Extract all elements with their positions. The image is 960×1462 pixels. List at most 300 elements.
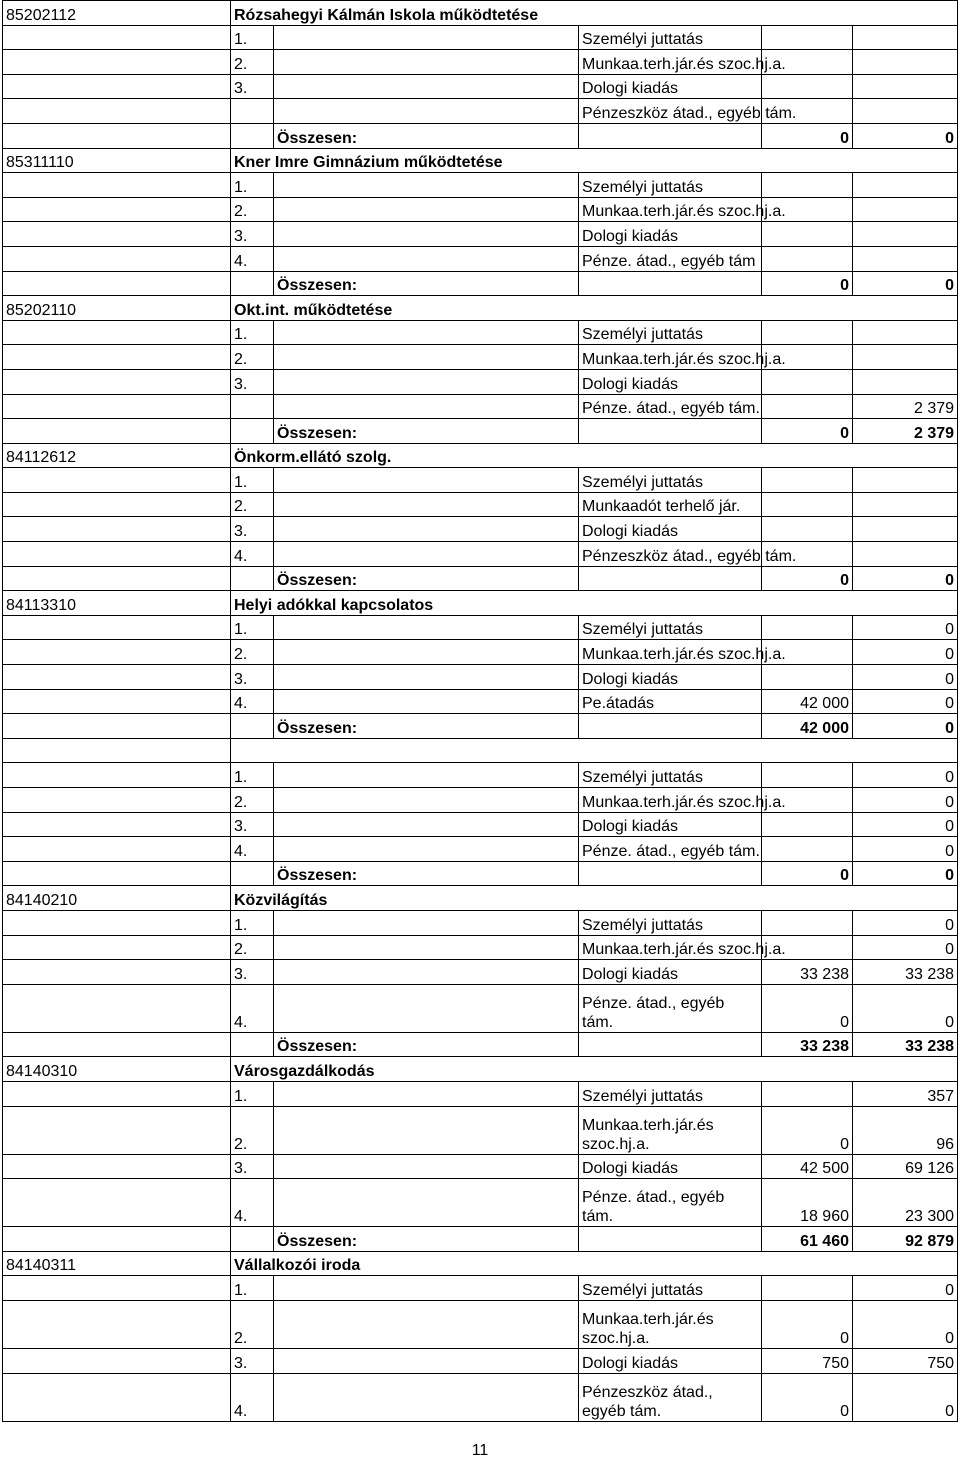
item-value-1 xyxy=(762,517,853,542)
table-row xyxy=(3,689,958,714)
empty-cell xyxy=(231,1032,274,1057)
item-number: 1. xyxy=(231,173,274,198)
total-value-1: 42 000 xyxy=(762,714,853,739)
section-header-row xyxy=(3,148,958,173)
table-row xyxy=(3,320,958,345)
total-label: Összesen: xyxy=(274,566,579,591)
empty-cell xyxy=(3,1348,231,1373)
item-value-2 xyxy=(853,173,958,198)
empty-cell xyxy=(579,419,762,444)
section-header-row xyxy=(3,738,958,763)
item-value-1: 42 500 xyxy=(762,1154,853,1179)
empty-cell xyxy=(3,25,231,50)
item-number: 2. xyxy=(231,935,274,960)
empty-cell xyxy=(274,615,579,640)
item-value-1: 33 238 xyxy=(762,960,853,985)
item-label: Munkaadót terhelő jár. xyxy=(579,492,762,517)
empty-cell xyxy=(3,246,231,271)
item-value-1 xyxy=(762,394,853,419)
item-value-2: 0 xyxy=(853,763,958,788)
empty-cell xyxy=(274,837,579,862)
item-label: Munkaa.terh.jár.és szoc.hj.a. xyxy=(579,345,762,370)
item-value-1 xyxy=(762,837,853,862)
item-label: Munkaa.terh.jár.és szoc.hj.a. xyxy=(579,1300,762,1348)
empty-cell xyxy=(3,542,231,567)
item-label: Munkaa.terh.jár.és szoc.hj.a. xyxy=(579,788,762,813)
item-label: Munkaa.terh.jár.és szoc.hj.a. xyxy=(579,50,762,75)
total-value-1: 0 xyxy=(762,419,853,444)
item-number: 2. xyxy=(231,788,274,813)
item-value-2 xyxy=(853,246,958,271)
table-row xyxy=(3,1179,958,1227)
item-number: 3. xyxy=(231,960,274,985)
total-label: Összesen: xyxy=(274,861,579,886)
section-title: Közvilágítás xyxy=(231,886,958,911)
total-label: Összesen: xyxy=(274,714,579,739)
table-row xyxy=(3,1081,958,1106)
item-value-1 xyxy=(762,665,853,690)
empty-cell xyxy=(231,271,274,296)
section-header-row xyxy=(3,886,958,911)
empty-cell xyxy=(3,99,231,124)
table-row xyxy=(3,1154,958,1179)
empty-cell xyxy=(3,665,231,690)
section-title: Városgazdálkodás xyxy=(231,1057,958,1082)
empty-cell xyxy=(274,935,579,960)
total-label: Összesen: xyxy=(274,1227,579,1252)
section-title: Rózsahegyi Kálmán Iskola működtetése xyxy=(231,1,958,26)
item-number: 3. xyxy=(231,1154,274,1179)
item-label: Dologi kiadás xyxy=(579,960,762,985)
item-label: Személyi juttatás xyxy=(579,763,762,788)
item-value-1: 0 xyxy=(762,1300,853,1348)
total-value-2: 2 379 xyxy=(853,419,958,444)
item-value-1 xyxy=(762,25,853,50)
section-title: Helyi adókkal kapcsolatos xyxy=(231,591,958,616)
section-code: 84140210 xyxy=(3,886,231,911)
empty-cell xyxy=(274,197,579,222)
item-label: Személyi juttatás xyxy=(579,615,762,640)
empty-cell xyxy=(274,345,579,370)
table-row xyxy=(3,640,958,665)
item-value-2 xyxy=(853,369,958,394)
empty-cell xyxy=(3,788,231,813)
section-total-row xyxy=(3,1227,958,1252)
empty-cell xyxy=(274,984,579,1032)
empty-cell xyxy=(3,517,231,542)
item-value-2: 0 xyxy=(853,640,958,665)
total-value-1: 0 xyxy=(762,271,853,296)
budget-table xyxy=(2,0,958,1422)
empty-cell xyxy=(3,935,231,960)
total-value-2: 92 879 xyxy=(853,1227,958,1252)
section-header-row xyxy=(3,1,958,26)
item-value-1: 0 xyxy=(762,1373,853,1421)
section-code: 84112612 xyxy=(3,443,231,468)
item-label: Személyi juttatás xyxy=(579,320,762,345)
item-value-2: 0 xyxy=(853,984,958,1032)
empty-cell xyxy=(231,123,274,148)
item-value-2: 0 xyxy=(853,935,958,960)
empty-cell xyxy=(3,1300,231,1348)
item-number: 3. xyxy=(231,369,274,394)
table-row xyxy=(3,665,958,690)
item-number: 1. xyxy=(231,1081,274,1106)
empty-cell xyxy=(274,50,579,75)
item-label: Dologi kiadás xyxy=(579,74,762,99)
table-row xyxy=(3,246,958,271)
item-label: Pénze. átad., egyéb tám. xyxy=(579,1179,762,1227)
item-number: 2. xyxy=(231,1300,274,1348)
item-label: Személyi juttatás xyxy=(579,1276,762,1301)
table-row xyxy=(3,517,958,542)
item-value-2 xyxy=(853,345,958,370)
item-value-2: 0 xyxy=(853,837,958,862)
item-label: Dologi kiadás xyxy=(579,369,762,394)
item-label: Dologi kiadás xyxy=(579,222,762,247)
item-value-2: 96 xyxy=(853,1106,958,1154)
empty-cell xyxy=(3,566,231,591)
item-value-2 xyxy=(853,542,958,567)
empty-cell xyxy=(3,910,231,935)
empty-cell xyxy=(274,1081,579,1106)
empty-cell xyxy=(274,640,579,665)
item-value-2 xyxy=(853,197,958,222)
item-number xyxy=(231,99,274,124)
empty-cell xyxy=(3,1227,231,1252)
empty-cell xyxy=(579,1227,762,1252)
item-label: Személyi juttatás xyxy=(579,1081,762,1106)
table-row xyxy=(3,1276,958,1301)
empty-cell xyxy=(3,394,231,419)
empty-cell xyxy=(274,1154,579,1179)
item-number: 1. xyxy=(231,25,274,50)
empty-cell xyxy=(274,960,579,985)
item-number: 3. xyxy=(231,1348,274,1373)
total-value-1: 0 xyxy=(762,123,853,148)
item-number: 1. xyxy=(231,1276,274,1301)
empty-cell xyxy=(274,689,579,714)
section-title: Vállalkozói iroda xyxy=(231,1251,958,1276)
empty-cell xyxy=(231,861,274,886)
empty-cell xyxy=(3,615,231,640)
item-label: Pénzeszköz átad., egyéb tám. xyxy=(579,542,762,567)
table-row xyxy=(3,984,958,1032)
empty-cell xyxy=(274,320,579,345)
table-row xyxy=(3,1348,958,1373)
table-row xyxy=(3,394,958,419)
empty-cell xyxy=(3,861,231,886)
item-label: Munkaa.terh.jár.és szoc.hj.a. xyxy=(579,640,762,665)
empty-cell xyxy=(3,714,231,739)
empty-cell xyxy=(274,812,579,837)
item-value-2: 357 xyxy=(853,1081,958,1106)
table-row xyxy=(3,837,958,862)
item-value-2 xyxy=(853,25,958,50)
empty-cell xyxy=(579,271,762,296)
item-number: 2. xyxy=(231,640,274,665)
item-label: Pénze. átad., egyéb tám xyxy=(579,246,762,271)
empty-cell xyxy=(231,1227,274,1252)
empty-cell xyxy=(3,960,231,985)
total-value-2: 33 238 xyxy=(853,1032,958,1057)
item-number: 4. xyxy=(231,246,274,271)
item-label: Pe.átadás xyxy=(579,689,762,714)
item-value-2 xyxy=(853,99,958,124)
item-value-2 xyxy=(853,468,958,493)
table-row xyxy=(3,468,958,493)
table-row xyxy=(3,1300,958,1348)
empty-cell xyxy=(3,1154,231,1179)
empty-cell xyxy=(274,222,579,247)
item-number: 1. xyxy=(231,615,274,640)
item-value-1 xyxy=(762,468,853,493)
item-number: 2. xyxy=(231,1106,274,1154)
item-label: Személyi juttatás xyxy=(579,910,762,935)
empty-cell xyxy=(3,173,231,198)
empty-cell xyxy=(3,345,231,370)
item-label: Dologi kiadás xyxy=(579,1348,762,1373)
item-value-1: 0 xyxy=(762,984,853,1032)
empty-cell xyxy=(3,1081,231,1106)
total-label: Összesen: xyxy=(274,419,579,444)
item-label: Dologi kiadás xyxy=(579,812,762,837)
item-value-1 xyxy=(762,492,853,517)
item-label: Pénze. átad., egyéb tám. xyxy=(579,984,762,1032)
empty-cell xyxy=(274,369,579,394)
item-number: 2. xyxy=(231,197,274,222)
item-value-2: 23 300 xyxy=(853,1179,958,1227)
table-row xyxy=(3,615,958,640)
empty-cell xyxy=(3,123,231,148)
item-number: 3. xyxy=(231,517,274,542)
item-value-1 xyxy=(762,763,853,788)
empty-cell xyxy=(274,492,579,517)
section-total-row xyxy=(3,419,958,444)
item-number: 2. xyxy=(231,345,274,370)
item-label: Pénzeszköz átad., egyéb tám. xyxy=(579,1373,762,1421)
empty-cell xyxy=(274,1348,579,1373)
item-label: Dologi kiadás xyxy=(579,1154,762,1179)
item-value-2: 0 xyxy=(853,615,958,640)
empty-cell xyxy=(274,173,579,198)
item-number: 4. xyxy=(231,542,274,567)
empty-cell xyxy=(3,689,231,714)
item-value-2: 0 xyxy=(853,788,958,813)
empty-cell xyxy=(274,1373,579,1421)
item-number: 3. xyxy=(231,812,274,837)
empty-cell xyxy=(3,74,231,99)
table-row xyxy=(3,788,958,813)
item-label: Pénze. átad., egyéb tám. xyxy=(579,394,762,419)
item-label: Személyi juttatás xyxy=(579,173,762,198)
section-total-row xyxy=(3,566,958,591)
item-value-2 xyxy=(853,492,958,517)
empty-cell xyxy=(274,394,579,419)
empty-cell xyxy=(3,369,231,394)
item-value-2: 0 xyxy=(853,1276,958,1301)
empty-cell xyxy=(274,517,579,542)
section-header-row xyxy=(3,1251,958,1276)
empty-cell xyxy=(3,271,231,296)
item-value-2 xyxy=(853,74,958,99)
item-value-2 xyxy=(853,517,958,542)
item-value-1 xyxy=(762,173,853,198)
empty-cell xyxy=(3,492,231,517)
empty-cell xyxy=(579,123,762,148)
item-value-1: 750 xyxy=(762,1348,853,1373)
section-header-row xyxy=(3,296,958,321)
table-row xyxy=(3,542,958,567)
section-code: 85311110 xyxy=(3,148,231,173)
empty-cell xyxy=(274,1300,579,1348)
item-value-2: 0 xyxy=(853,812,958,837)
item-value-2: 0 xyxy=(853,910,958,935)
item-number xyxy=(231,394,274,419)
item-value-1 xyxy=(762,369,853,394)
empty-cell xyxy=(579,566,762,591)
total-value-2: 0 xyxy=(853,861,958,886)
item-number: 1. xyxy=(231,320,274,345)
empty-cell xyxy=(3,1032,231,1057)
item-value-1 xyxy=(762,812,853,837)
item-value-1 xyxy=(762,1081,853,1106)
item-number: 4. xyxy=(231,984,274,1032)
empty-cell xyxy=(3,812,231,837)
section-total-row xyxy=(3,861,958,886)
item-value-2: 33 238 xyxy=(853,960,958,985)
section-code: 84140310 xyxy=(3,1057,231,1082)
empty-cell xyxy=(579,1032,762,1057)
item-label: Munkaa.terh.jár.és szoc.hj.a. xyxy=(579,935,762,960)
item-number: 1. xyxy=(231,468,274,493)
item-number: 2. xyxy=(231,492,274,517)
section-total-row xyxy=(3,1032,958,1057)
section-code: 84140311 xyxy=(3,1251,231,1276)
empty-cell xyxy=(274,763,579,788)
section-code: 85202112 xyxy=(3,1,231,26)
section-header-row xyxy=(3,443,958,468)
page-number: 11 xyxy=(471,1442,489,1459)
total-value-2: 0 xyxy=(853,271,958,296)
item-value-1 xyxy=(762,320,853,345)
empty-cell xyxy=(274,246,579,271)
empty-cell xyxy=(274,99,579,124)
item-number: 4. xyxy=(231,1179,274,1227)
table-row xyxy=(3,99,958,124)
item-label: Munkaa.terh.jár.és szoc.hj.a. xyxy=(579,197,762,222)
item-value-2 xyxy=(853,222,958,247)
table-row xyxy=(3,345,958,370)
empty-cell xyxy=(274,25,579,50)
table-row xyxy=(3,763,958,788)
empty-cell xyxy=(3,837,231,862)
empty-cell xyxy=(3,468,231,493)
item-label: Személyi juttatás xyxy=(579,25,762,50)
empty-cell xyxy=(274,788,579,813)
item-label: Pénzeszköz átad., egyéb tám. xyxy=(579,99,762,124)
item-number: 4. xyxy=(231,1373,274,1421)
item-number: 4. xyxy=(231,689,274,714)
item-value-1 xyxy=(762,222,853,247)
item-value-2: 0 xyxy=(853,1300,958,1348)
empty-cell xyxy=(3,1106,231,1154)
empty-cell xyxy=(274,468,579,493)
empty-cell xyxy=(274,1276,579,1301)
table-row xyxy=(3,1373,958,1421)
empty-cell xyxy=(3,640,231,665)
item-label: Munkaa.terh.jár.és szoc.hj.a. xyxy=(579,1106,762,1154)
item-value-1: 42 000 xyxy=(762,689,853,714)
empty-cell xyxy=(3,1179,231,1227)
total-value-1: 0 xyxy=(762,566,853,591)
item-value-1 xyxy=(762,1276,853,1301)
table-row xyxy=(3,25,958,50)
item-number: 1. xyxy=(231,763,274,788)
item-label: Pénze. átad., egyéb tám. xyxy=(579,837,762,862)
table-row xyxy=(3,910,958,935)
empty-cell xyxy=(274,1106,579,1154)
total-value-1: 61 460 xyxy=(762,1227,853,1252)
section-title: Önkorm.ellátó szolg. xyxy=(231,443,958,468)
item-value-1 xyxy=(762,615,853,640)
empty-cell xyxy=(3,50,231,75)
item-value-1 xyxy=(762,246,853,271)
item-value-1: 18 960 xyxy=(762,1179,853,1227)
empty-cell xyxy=(231,419,274,444)
empty-cell xyxy=(231,714,274,739)
section-code xyxy=(3,738,231,763)
table-row xyxy=(3,369,958,394)
total-value-1: 0 xyxy=(762,861,853,886)
total-value-2: 0 xyxy=(853,123,958,148)
table-row xyxy=(3,960,958,985)
section-header-row xyxy=(3,1057,958,1082)
budget-table-body xyxy=(3,1,958,1422)
section-total-row xyxy=(3,271,958,296)
total-value-2: 0 xyxy=(853,714,958,739)
section-code: 84113310 xyxy=(3,591,231,616)
item-number: 3. xyxy=(231,74,274,99)
section-total-row xyxy=(3,123,958,148)
empty-cell xyxy=(3,320,231,345)
total-value-1: 33 238 xyxy=(762,1032,853,1057)
item-value-2 xyxy=(853,320,958,345)
table-row xyxy=(3,50,958,75)
item-value-2 xyxy=(853,50,958,75)
item-number: 2. xyxy=(231,50,274,75)
empty-cell xyxy=(3,197,231,222)
empty-cell xyxy=(274,542,579,567)
empty-cell xyxy=(3,984,231,1032)
empty-cell xyxy=(3,763,231,788)
empty-cell xyxy=(579,714,762,739)
item-value-1 xyxy=(762,74,853,99)
empty-cell xyxy=(274,910,579,935)
item-value-2: 0 xyxy=(853,1373,958,1421)
table-row xyxy=(3,1106,958,1154)
empty-cell xyxy=(3,1373,231,1421)
section-title: Okt.int. működtetése xyxy=(231,296,958,321)
table-row xyxy=(3,173,958,198)
empty-cell xyxy=(3,419,231,444)
table-row xyxy=(3,197,958,222)
item-label: Dologi kiadás xyxy=(579,517,762,542)
section-title xyxy=(231,738,958,763)
item-number: 1. xyxy=(231,910,274,935)
item-value-2: 2 379 xyxy=(853,394,958,419)
item-value-1 xyxy=(762,910,853,935)
